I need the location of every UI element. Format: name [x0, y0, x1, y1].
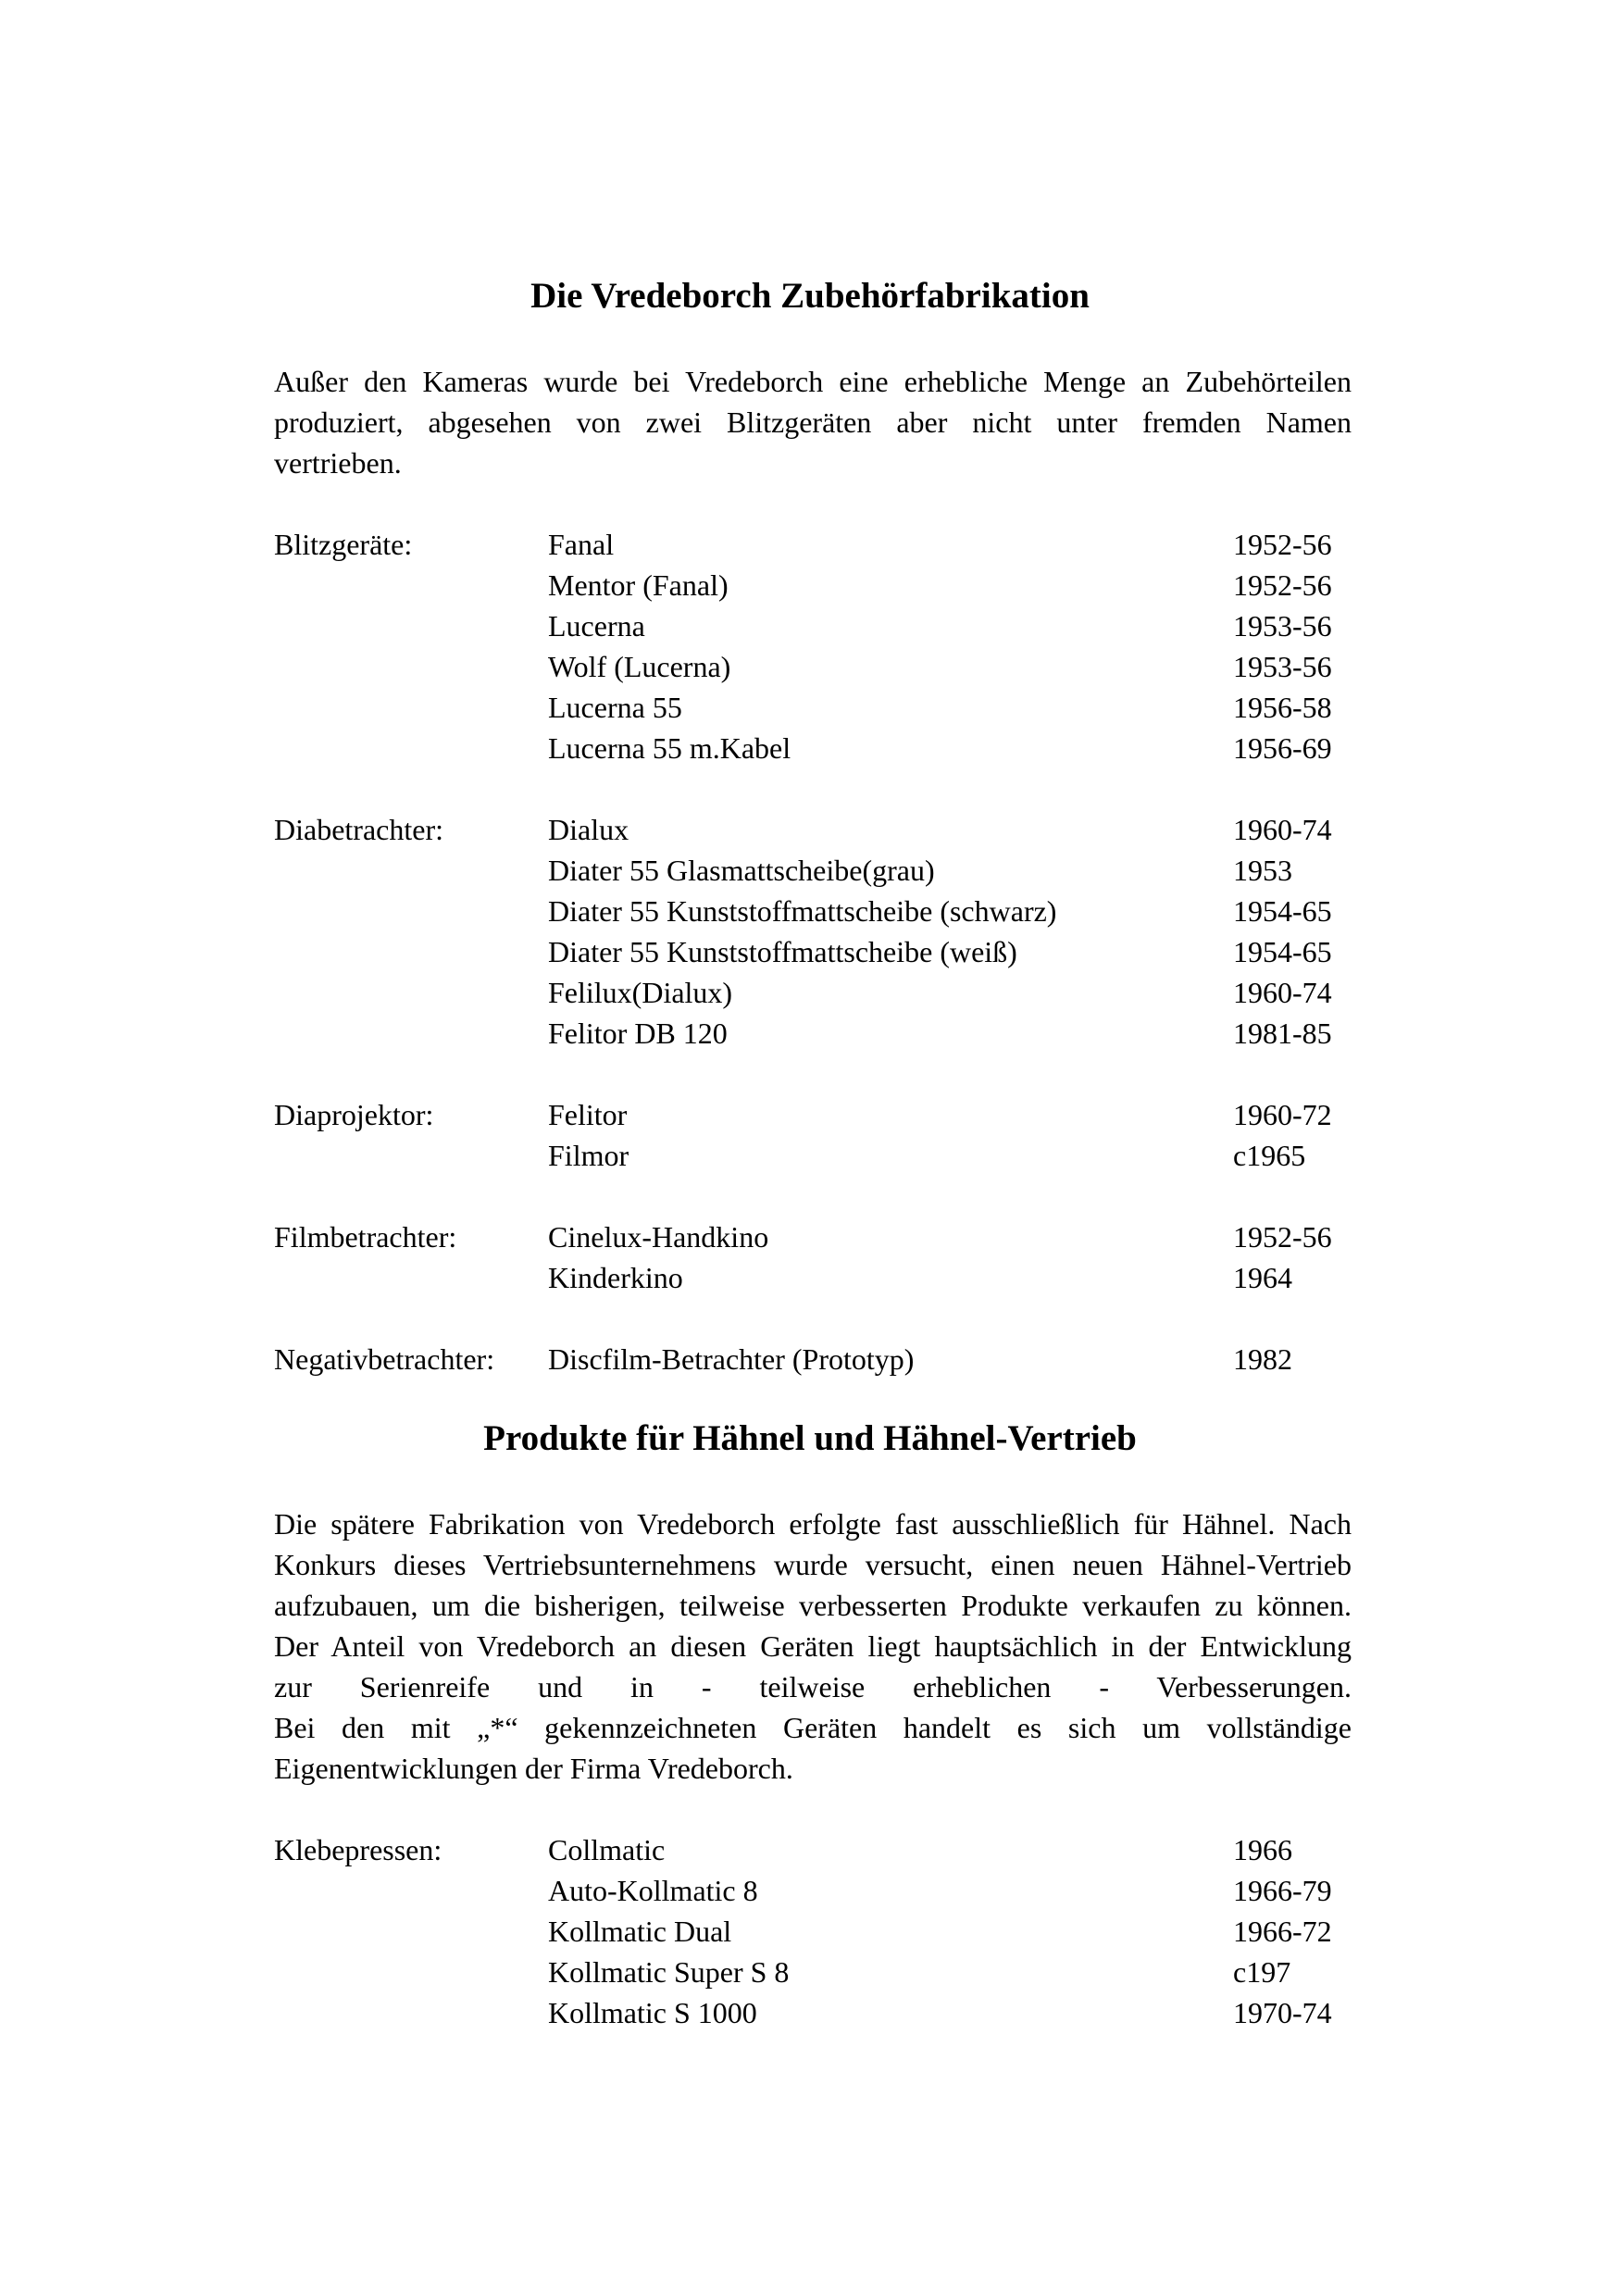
product-years: 1960-72 [1233, 1098, 1332, 1131]
product-years: 1953-56 [1233, 609, 1332, 643]
product-name: Auto-Kollmatic 8 [548, 1874, 758, 1907]
category-label: Diaprojektor: [274, 1098, 434, 1131]
spacer-row [0, 1054, 1620, 1094]
table-row [0, 605, 1620, 646]
product-name: Diater 55 Kunststoffmattscheibe (schwarz) [548, 894, 1057, 928]
product-name: Wolf (Lucerna) [548, 650, 731, 683]
product-name: Dialux [548, 813, 629, 846]
section1-intro [274, 361, 1352, 483]
section2-intro [274, 1504, 1352, 1789]
table-row [0, 1829, 1620, 1870]
product-years: 1981-85 [1233, 1017, 1332, 1050]
product-years: 1952-56 [1233, 528, 1332, 561]
product-years: 1970-74 [1233, 1996, 1332, 2029]
table-row [0, 646, 1620, 687]
product-name: Mentor (Fanal) [548, 568, 729, 602]
section2-intro-line: Die spätere Fabrikation von Vredeborch erfolgte fast ausschließlich für Hähnel. Nach [274, 1507, 1352, 1541]
product-years: 1952-56 [1233, 568, 1332, 602]
category-label: Negativbetrachter: [274, 1342, 495, 1376]
table-row [0, 1013, 1620, 1054]
section2-intro-line: Der Anteil von Vredeborch an diesen Geräten liegt hauptsächlich in der Entwicklung [274, 1629, 1352, 1663]
table-row [0, 1339, 1620, 1379]
table-row [0, 850, 1620, 891]
table-row [0, 524, 1620, 565]
product-years: 1982 [1233, 1342, 1292, 1376]
table-row [0, 687, 1620, 728]
spacer-row [0, 768, 1620, 809]
section2-title: Produkte für Hähnel und Hähnel-Vertrieb [483, 1418, 1137, 1458]
section2-intro-line: Bei den mit „*“ gekennzeichneten Geräten handelt es sich um vollständige [274, 1711, 1352, 1744]
product-years: 1953 [1233, 854, 1292, 887]
category-label: Klebepressen: [274, 1833, 442, 1866]
product-name: Cinelux-Handkino [548, 1220, 769, 1254]
product-name: Felitor DB 120 [548, 1017, 728, 1050]
table-row [0, 565, 1620, 605]
product-years: 1956-69 [1233, 731, 1332, 765]
section2-product-table [0, 1829, 1620, 2033]
section2-intro-line: zur Serienreife und in - teilweise erheblichen - Verbesserungen. [274, 1670, 1352, 1703]
product-years: 1953-56 [1233, 650, 1332, 683]
category-label: Diabetrachter: [274, 813, 443, 846]
product-years: c1965 [1233, 1139, 1306, 1172]
table-row [0, 972, 1620, 1013]
product-years: 1960-74 [1233, 976, 1332, 1009]
table-row [0, 1992, 1620, 2033]
product-name: Collmatic [548, 1833, 666, 1866]
spacer-row [0, 1176, 1620, 1217]
table-row [0, 891, 1620, 931]
product-years: 1966-72 [1233, 1915, 1332, 1948]
product-name: Discfilm-Betrachter (Prototyp) [548, 1342, 915, 1376]
product-name: Felitor [548, 1098, 628, 1131]
product-name: Diater 55 Glasmattscheibe(grau) [548, 854, 935, 887]
product-name: Felilux(Dialux) [548, 976, 733, 1009]
product-name: Lucerna 55 [548, 691, 682, 724]
table-row [0, 1217, 1620, 1257]
section1-product-table [0, 524, 1620, 1379]
product-name: Fanal [548, 528, 615, 561]
product-name: Kinderkino [548, 1261, 683, 1294]
category-label: Blitzgeräte: [274, 528, 413, 561]
product-name: Lucerna 55 m.Kabel [548, 731, 791, 765]
section1-intro-line: Außer den Kameras wurde bei Vredeborch eine erhebliche Menge an Zubehörteilen [274, 365, 1352, 398]
table-row [0, 1135, 1620, 1176]
product-years: 1960-74 [1233, 813, 1332, 846]
section1-title: Die Vredeborch Zubehörfabrikation [530, 276, 1090, 316]
product-years: c197 [1233, 1955, 1291, 1989]
table-row [0, 1952, 1620, 1992]
section1-intro-line: vertrieben. [274, 446, 402, 480]
product-name: Kollmatic Super S 8 [548, 1955, 790, 1989]
product-name: Filmor [548, 1139, 629, 1172]
product-years: 1956-58 [1233, 691, 1332, 724]
section2-intro-line: Konkurs dieses Vertriebsunternehmens wurde versucht, einen neuen Hähnel-Vertrieb [274, 1548, 1352, 1581]
table-row [0, 1870, 1620, 1911]
section2-intro-line: aufzubauen, um die bisherigen, teilweise verbesserten Produkte verkaufen zu können. [274, 1589, 1352, 1622]
product-years: 1954-65 [1233, 935, 1332, 968]
table-row [0, 1911, 1620, 1952]
table-row [0, 1094, 1620, 1135]
product-years: 1952-56 [1233, 1220, 1332, 1254]
product-years: 1964 [1233, 1261, 1292, 1294]
section1-intro-line: produziert, abgesehen von zwei Blitzgeräten aber nicht unter fremden Namen [274, 406, 1352, 439]
table-row [0, 1257, 1620, 1298]
table-row [0, 809, 1620, 850]
product-years: 1954-65 [1233, 894, 1332, 928]
product-name: Diater 55 Kunststoffmattscheibe (weiß) [548, 935, 1017, 968]
category-label: Filmbetrachter: [274, 1220, 457, 1254]
product-name: Kollmatic Dual [548, 1915, 732, 1948]
product-years: 1966 [1233, 1833, 1292, 1866]
table-row [0, 931, 1620, 972]
table-row [0, 728, 1620, 768]
product-name: Lucerna [548, 609, 645, 643]
section2-intro-line: Eigenentwicklungen der Firma Vredeborch. [274, 1752, 793, 1785]
product-name: Kollmatic S 1000 [548, 1996, 757, 2029]
product-years: 1966-79 [1233, 1874, 1332, 1907]
spacer-row [0, 1298, 1620, 1339]
